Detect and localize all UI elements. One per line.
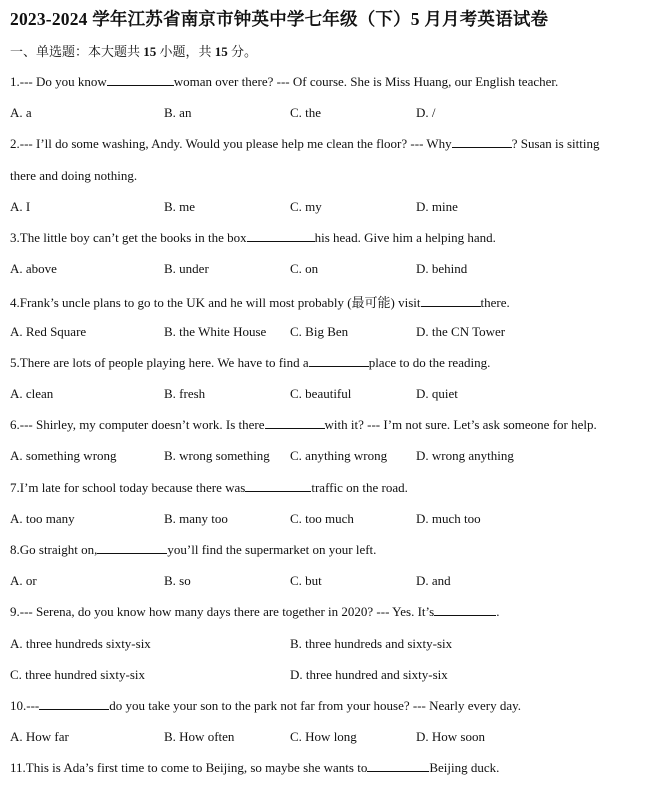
option-d: D. behind: [416, 261, 468, 276]
option-a: A. a: [10, 105, 32, 120]
question-3-text-a: 3.The little boy can’t get the books in the box: [10, 230, 247, 245]
option-c: C. Big Ben: [290, 324, 349, 339]
option-b: B. How often: [164, 729, 235, 744]
question-2: [10, 136, 599, 152]
option-c: C. How long: [290, 729, 357, 744]
answer-blank: [309, 365, 369, 367]
question-8-text-b: you’ll find the supermarket on your left.: [167, 542, 377, 557]
option-a: A. How far: [10, 729, 69, 744]
question-9-text-b: .: [496, 604, 500, 619]
option-a: A. or: [10, 573, 37, 588]
answer-blank: [245, 490, 311, 492]
option-b: B. many too: [164, 511, 228, 526]
option-b: B. three hundreds and sixty-six: [290, 636, 453, 651]
question-5-text-b: place to do the reading.: [368, 355, 491, 370]
question-6: [10, 417, 597, 433]
answer-blank: [265, 427, 325, 429]
section-count: 15: [143, 44, 157, 59]
section-suffix: 分。: [227, 44, 258, 59]
question-9-text-a: 9.--- Serena, do you know how many days there are together in 2020? --- Yes. It’s: [10, 604, 435, 619]
question-1-text-b: woman over there? --- Of course. She is Miss Huang, our English teacher.: [173, 74, 559, 89]
question-11: [10, 760, 499, 776]
question-7-text-a: 7.I’m late for school today because there was: [10, 480, 246, 495]
option-d: D. three hundred and sixty-six: [290, 667, 448, 682]
option-d: D. How soon: [416, 729, 485, 744]
question-7-text-b: traffic on the road.: [311, 480, 408, 495]
answer-blank: [97, 552, 167, 554]
question-1-text-a: 1.--- Do you know: [10, 74, 107, 89]
option-c: C. but: [290, 573, 322, 588]
question-2-text-a: 2.--- I’ll do some washing, Andy. Would you please help me clean the floor? --- Why: [10, 136, 452, 151]
section-score: 15: [214, 44, 228, 59]
option-a: A. clean: [10, 386, 54, 401]
option-d: D. /: [416, 105, 436, 120]
answer-blank: [421, 305, 481, 307]
section-heading: [10, 41, 257, 60]
option-c: C. anything wrong: [290, 448, 388, 463]
question-3-text-b: his head. Give him a helping hand.: [314, 230, 496, 245]
option-c: C. on: [290, 261, 319, 276]
option-a: A. something wrong: [10, 448, 117, 463]
option-c: C. beautiful: [290, 386, 352, 401]
option-b: B. under: [164, 261, 209, 276]
question-9: [10, 604, 499, 620]
option-b: B. an: [164, 105, 192, 120]
option-d: D. quiet: [416, 386, 458, 401]
question-1: [10, 74, 558, 90]
answer-blank: [247, 240, 315, 242]
option-d: D. much too: [416, 511, 481, 526]
answer-blank: [452, 146, 512, 148]
question-7: [10, 480, 408, 496]
question-5-text-a: 5.There are lots of people playing here. We have to find a: [10, 355, 309, 370]
option-a: A. three hundreds sixty-six: [10, 636, 151, 651]
question-5: [10, 355, 490, 371]
option-a: A. above: [10, 261, 57, 276]
question-4-text-b: there.: [480, 295, 510, 310]
option-d: D. wrong anything: [416, 448, 514, 463]
question-4-text-a: 4.Frank’s uncle plans to go to the UK and he will most probably (最可能) visit: [10, 295, 421, 310]
option-c: C. my: [290, 199, 322, 214]
question-10-text-b: do you take your son to the park not far from your house? --- Nearly every day.: [109, 698, 522, 713]
option-b: B. fresh: [164, 386, 206, 401]
option-c: C. the: [290, 105, 322, 120]
answer-blank: [39, 708, 109, 710]
question-3: [10, 230, 496, 246]
question-10-text-a: 10.---: [10, 698, 40, 713]
option-b: B. me: [164, 199, 196, 214]
option-a: A. too many: [10, 511, 75, 526]
question-6-text-a: 6.--- Shirley, my computer doesn’t work. Is there: [10, 417, 265, 432]
answer-blank: [107, 84, 174, 86]
question-4: [10, 292, 510, 311]
option-b: B. so: [164, 573, 191, 588]
question-8-text-a: 8.Go straight on,: [10, 542, 98, 557]
option-d: D. and: [416, 573, 451, 588]
section-middle: 小题，共: [156, 44, 215, 59]
question-6-text-b: with it? --- I’m not sure. Let’s ask someone for help.: [324, 417, 597, 432]
section-prefix: 一、单选题：本大题共: [10, 44, 144, 59]
option-b: B. the White House: [164, 324, 267, 339]
question-11-text-a: 11.This is Ada’s first time to come to Beijing, so maybe she wants to: [10, 760, 368, 775]
option-a: A. I: [10, 199, 31, 214]
question-10: [10, 698, 521, 714]
question-8: [10, 542, 376, 558]
option-c: C. three hundred sixty-six: [10, 667, 146, 682]
option-c: C. too much: [290, 511, 354, 526]
page-title: 2023-2024 学年江苏省南京市钟英中学七年级（下）5 月月考英语试卷: [10, 9, 549, 29]
option-d: D. mine: [416, 199, 458, 214]
answer-blank: [367, 770, 429, 772]
question-11-text-b: Beijing duck.: [429, 760, 500, 775]
option-d: D. the CN Tower: [416, 324, 506, 339]
question-2-text-b: ? Susan is sitting: [511, 136, 600, 151]
question-2-continuation: there and doing nothing.: [10, 168, 138, 183]
option-a: A. Red Square: [10, 324, 87, 339]
answer-blank: [434, 614, 496, 616]
option-b: B. wrong something: [164, 448, 270, 463]
